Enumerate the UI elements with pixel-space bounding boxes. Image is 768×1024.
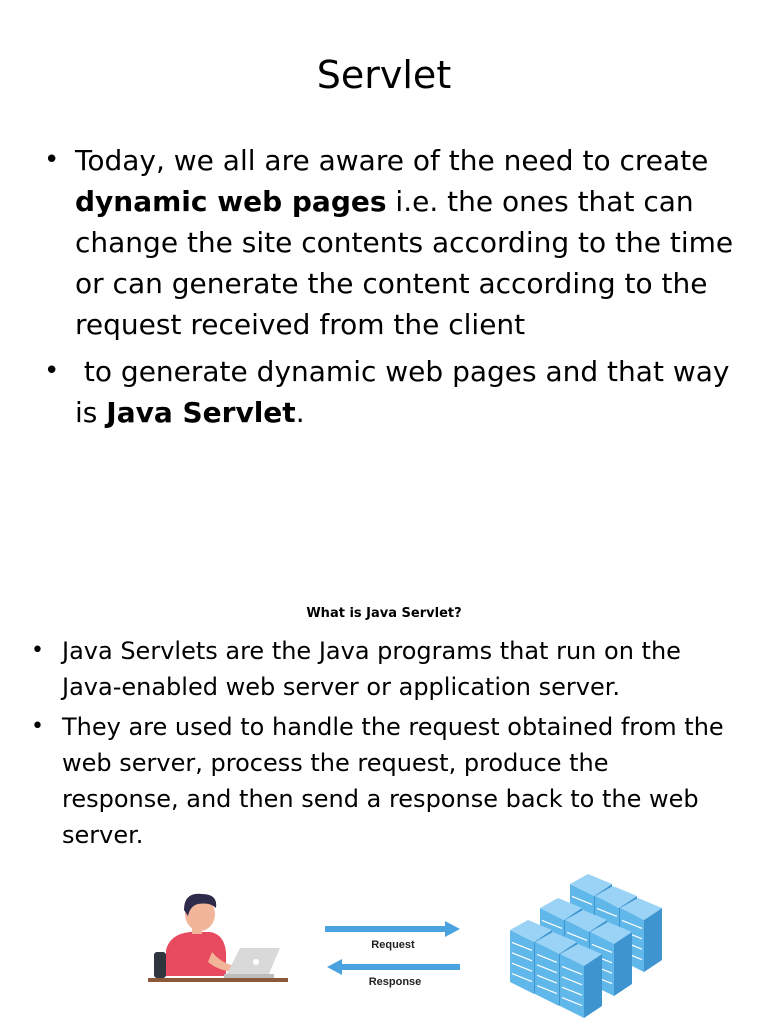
bullet-text (75, 144, 733, 341)
response-label: Response (368, 976, 422, 988)
bullet-icon: • (31, 714, 44, 739)
bullet-text-bold: Java Servlet (106, 396, 296, 429)
bullet-text-post: i.e. the ones that can change the site contents according to the time or can generate the content according to the request received from the client (75, 185, 734, 341)
bullet-icon: • (44, 356, 60, 386)
intro-bullet-list (44, 140, 739, 439)
bullet-item-4 (31, 709, 731, 853)
bullet-text: Java Servlets are the Java programs that run on the Java-enabled web server or application server. (62, 637, 681, 701)
bullet-text-pre: Today, we all are aware of the need to create (75, 144, 709, 177)
diagram-caption: What is Java Servlet? (306, 606, 462, 621)
server-racks-icon (510, 874, 662, 1018)
bullet-text-post: . (295, 396, 305, 429)
bullet-text: They are used to handle the request obtained from the web server, process the request, produce the response, and then send a response back to the web server. (62, 713, 724, 849)
bullet-icon: • (31, 638, 44, 663)
bullet-text (75, 355, 738, 429)
client-server-diagram (140, 872, 670, 1022)
bullet-item-2 (44, 351, 739, 433)
person-at-laptop-icon (148, 894, 288, 982)
bullet-text-bold: dynamic web pages (75, 185, 387, 218)
bullet-item-3 (31, 633, 731, 705)
bullet-text-pre: to generate dynamic web pages and that way is (75, 355, 739, 429)
request-arrow-icon (325, 921, 460, 937)
slide-title: Servlet (316, 53, 452, 97)
response-arrow-icon (327, 959, 460, 975)
bullet-item-1 (44, 140, 734, 345)
request-label: Request (371, 939, 415, 951)
definition-bullet-list (31, 633, 731, 857)
bullet-icon: • (44, 145, 60, 175)
